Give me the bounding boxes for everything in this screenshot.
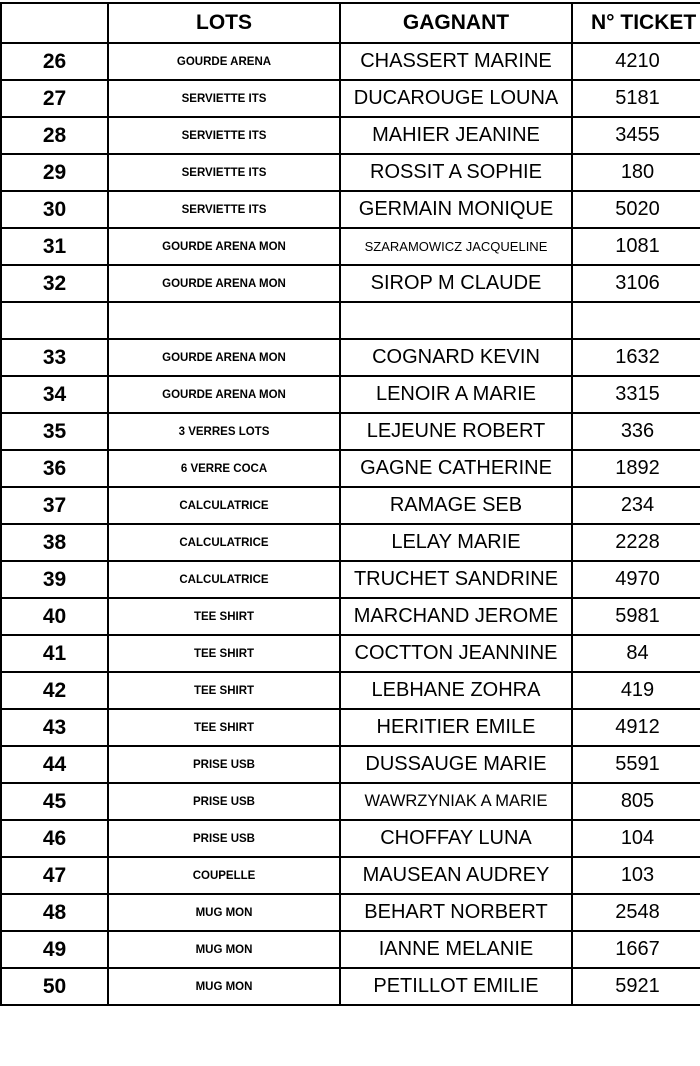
row-lot: MUG MON [108,968,340,1005]
table-row [1,487,700,524]
row-winner: CHOFFAY LUNA [340,820,572,857]
row-winner: WAWRZYNIAK A MARIE [340,783,572,820]
row-winner: IANNE MELANIE [340,931,572,968]
row-lot: SERVIETTE ITS [108,191,340,228]
table-row [1,117,700,154]
row-winner: LEJEUNE ROBERT [340,413,572,450]
row-number: 46 [1,820,108,857]
row-lot: CALCULATRICE [108,561,340,598]
row-winner: SIROP M CLAUDE [340,265,572,302]
row-lot: 6 VERRE COCA [108,450,340,487]
row-number: 35 [1,413,108,450]
table-body [1,43,700,1005]
table-row [1,894,700,931]
row-lot: GOURDE ARENA MON [108,376,340,413]
row-winner: LELAY MARIE [340,524,572,561]
row-lot: PRISE USB [108,783,340,820]
row-ticket: 5921 [572,968,700,1005]
blank-cell [340,302,572,339]
row-lot: GOURDE ARENA MON [108,228,340,265]
table-header-row [1,3,700,43]
row-number: 47 [1,857,108,894]
row-number: 41 [1,635,108,672]
table-row [1,561,700,598]
row-number: 33 [1,339,108,376]
row-lot: PRISE USB [108,746,340,783]
row-lot: GOURDE ARENA MON [108,265,340,302]
row-lot: PRISE USB [108,820,340,857]
row-ticket: 4970 [572,561,700,598]
row-number: 42 [1,672,108,709]
row-winner: DUCAROUGE LOUNA [340,80,572,117]
row-ticket: 1892 [572,450,700,487]
row-winner: LEBHANE ZOHRA [340,672,572,709]
row-number: 49 [1,931,108,968]
blank-row [1,302,700,339]
table-row [1,968,700,1005]
row-number: 37 [1,487,108,524]
row-ticket: 4210 [572,43,700,80]
table-row [1,43,700,80]
table-row [1,265,700,302]
row-lot: TEE SHIRT [108,598,340,635]
blank-cell [572,302,700,339]
row-ticket: 1667 [572,931,700,968]
table-row [1,820,700,857]
row-lot: TEE SHIRT [108,709,340,746]
table-row [1,339,700,376]
row-lot: CALCULATRICE [108,487,340,524]
header-lots: LOTS [108,3,340,43]
row-lot: CALCULATRICE [108,524,340,561]
row-number: 50 [1,968,108,1005]
table-row [1,857,700,894]
table-row [1,80,700,117]
prize-results-table [0,2,700,1006]
row-ticket: 3315 [572,376,700,413]
table-row [1,413,700,450]
row-number: 29 [1,154,108,191]
table-row [1,598,700,635]
row-ticket: 3106 [572,265,700,302]
header-number [1,3,108,43]
row-lot: SERVIETTE ITS [108,117,340,154]
row-winner: MAHIER JEANINE [340,117,572,154]
table-row [1,746,700,783]
row-winner: MAUSEAN AUDREY [340,857,572,894]
table-row [1,709,700,746]
row-number: 39 [1,561,108,598]
row-number: 40 [1,598,108,635]
row-lot: SERVIETTE ITS [108,80,340,117]
row-ticket: 5591 [572,746,700,783]
table-row [1,228,700,265]
row-winner: RAMAGE SEB [340,487,572,524]
row-winner: COCTTON JEANNINE [340,635,572,672]
row-winner: MARCHAND JEROME [340,598,572,635]
row-ticket: 5020 [572,191,700,228]
row-ticket: 805 [572,783,700,820]
row-number: 27 [1,80,108,117]
row-lot: MUG MON [108,931,340,968]
row-number: 38 [1,524,108,561]
row-lot: TEE SHIRT [108,635,340,672]
row-ticket: 4912 [572,709,700,746]
row-winner: LENOIR A MARIE [340,376,572,413]
row-ticket: 104 [572,820,700,857]
row-ticket: 5181 [572,80,700,117]
row-number: 48 [1,894,108,931]
row-number: 36 [1,450,108,487]
table-row [1,524,700,561]
header-ticket: N° TICKET [572,3,700,43]
row-lot: GOURDE ARENA MON [108,339,340,376]
row-lot: MUG MON [108,894,340,931]
row-winner: GERMAIN MONIQUE [340,191,572,228]
table-row [1,154,700,191]
row-lot: SERVIETTE ITS [108,154,340,191]
row-number: 44 [1,746,108,783]
row-winner: DUSSAUGE MARIE [340,746,572,783]
table-row [1,783,700,820]
row-number: 32 [1,265,108,302]
row-ticket: 3455 [572,117,700,154]
table-row [1,931,700,968]
row-winner: SZARAMOWICZ JACQUELINE [340,228,572,265]
row-winner: COGNARD KEVIN [340,339,572,376]
row-winner: HERITIER EMILE [340,709,572,746]
blank-cell [1,302,108,339]
table-row [1,376,700,413]
row-number: 45 [1,783,108,820]
blank-cell [108,302,340,339]
row-winner: ROSSIT A SOPHIE [340,154,572,191]
row-ticket: 419 [572,672,700,709]
row-ticket: 1632 [572,339,700,376]
row-ticket: 5981 [572,598,700,635]
row-winner: TRUCHET SANDRINE [340,561,572,598]
row-number: 43 [1,709,108,746]
row-ticket: 336 [572,413,700,450]
row-ticket: 2548 [572,894,700,931]
row-ticket: 1081 [572,228,700,265]
row-lot: GOURDE ARENA [108,43,340,80]
row-winner: BEHART NORBERT [340,894,572,931]
header-winner: GAGNANT [340,3,572,43]
row-winner: CHASSERT MARINE [340,43,572,80]
row-number: 28 [1,117,108,154]
row-number: 30 [1,191,108,228]
row-lot: 3 VERRES LOTS [108,413,340,450]
table-row [1,450,700,487]
row-ticket: 2228 [572,524,700,561]
row-ticket: 180 [572,154,700,191]
table-row [1,672,700,709]
row-ticket: 234 [572,487,700,524]
row-number: 34 [1,376,108,413]
table-row [1,635,700,672]
row-number: 31 [1,228,108,265]
row-lot: COUPELLE [108,857,340,894]
row-winner: PETILLOT EMILIE [340,968,572,1005]
table-row [1,191,700,228]
row-ticket: 84 [572,635,700,672]
row-ticket: 103 [572,857,700,894]
row-number: 26 [1,43,108,80]
row-lot: TEE SHIRT [108,672,340,709]
row-winner: GAGNE CATHERINE [340,450,572,487]
